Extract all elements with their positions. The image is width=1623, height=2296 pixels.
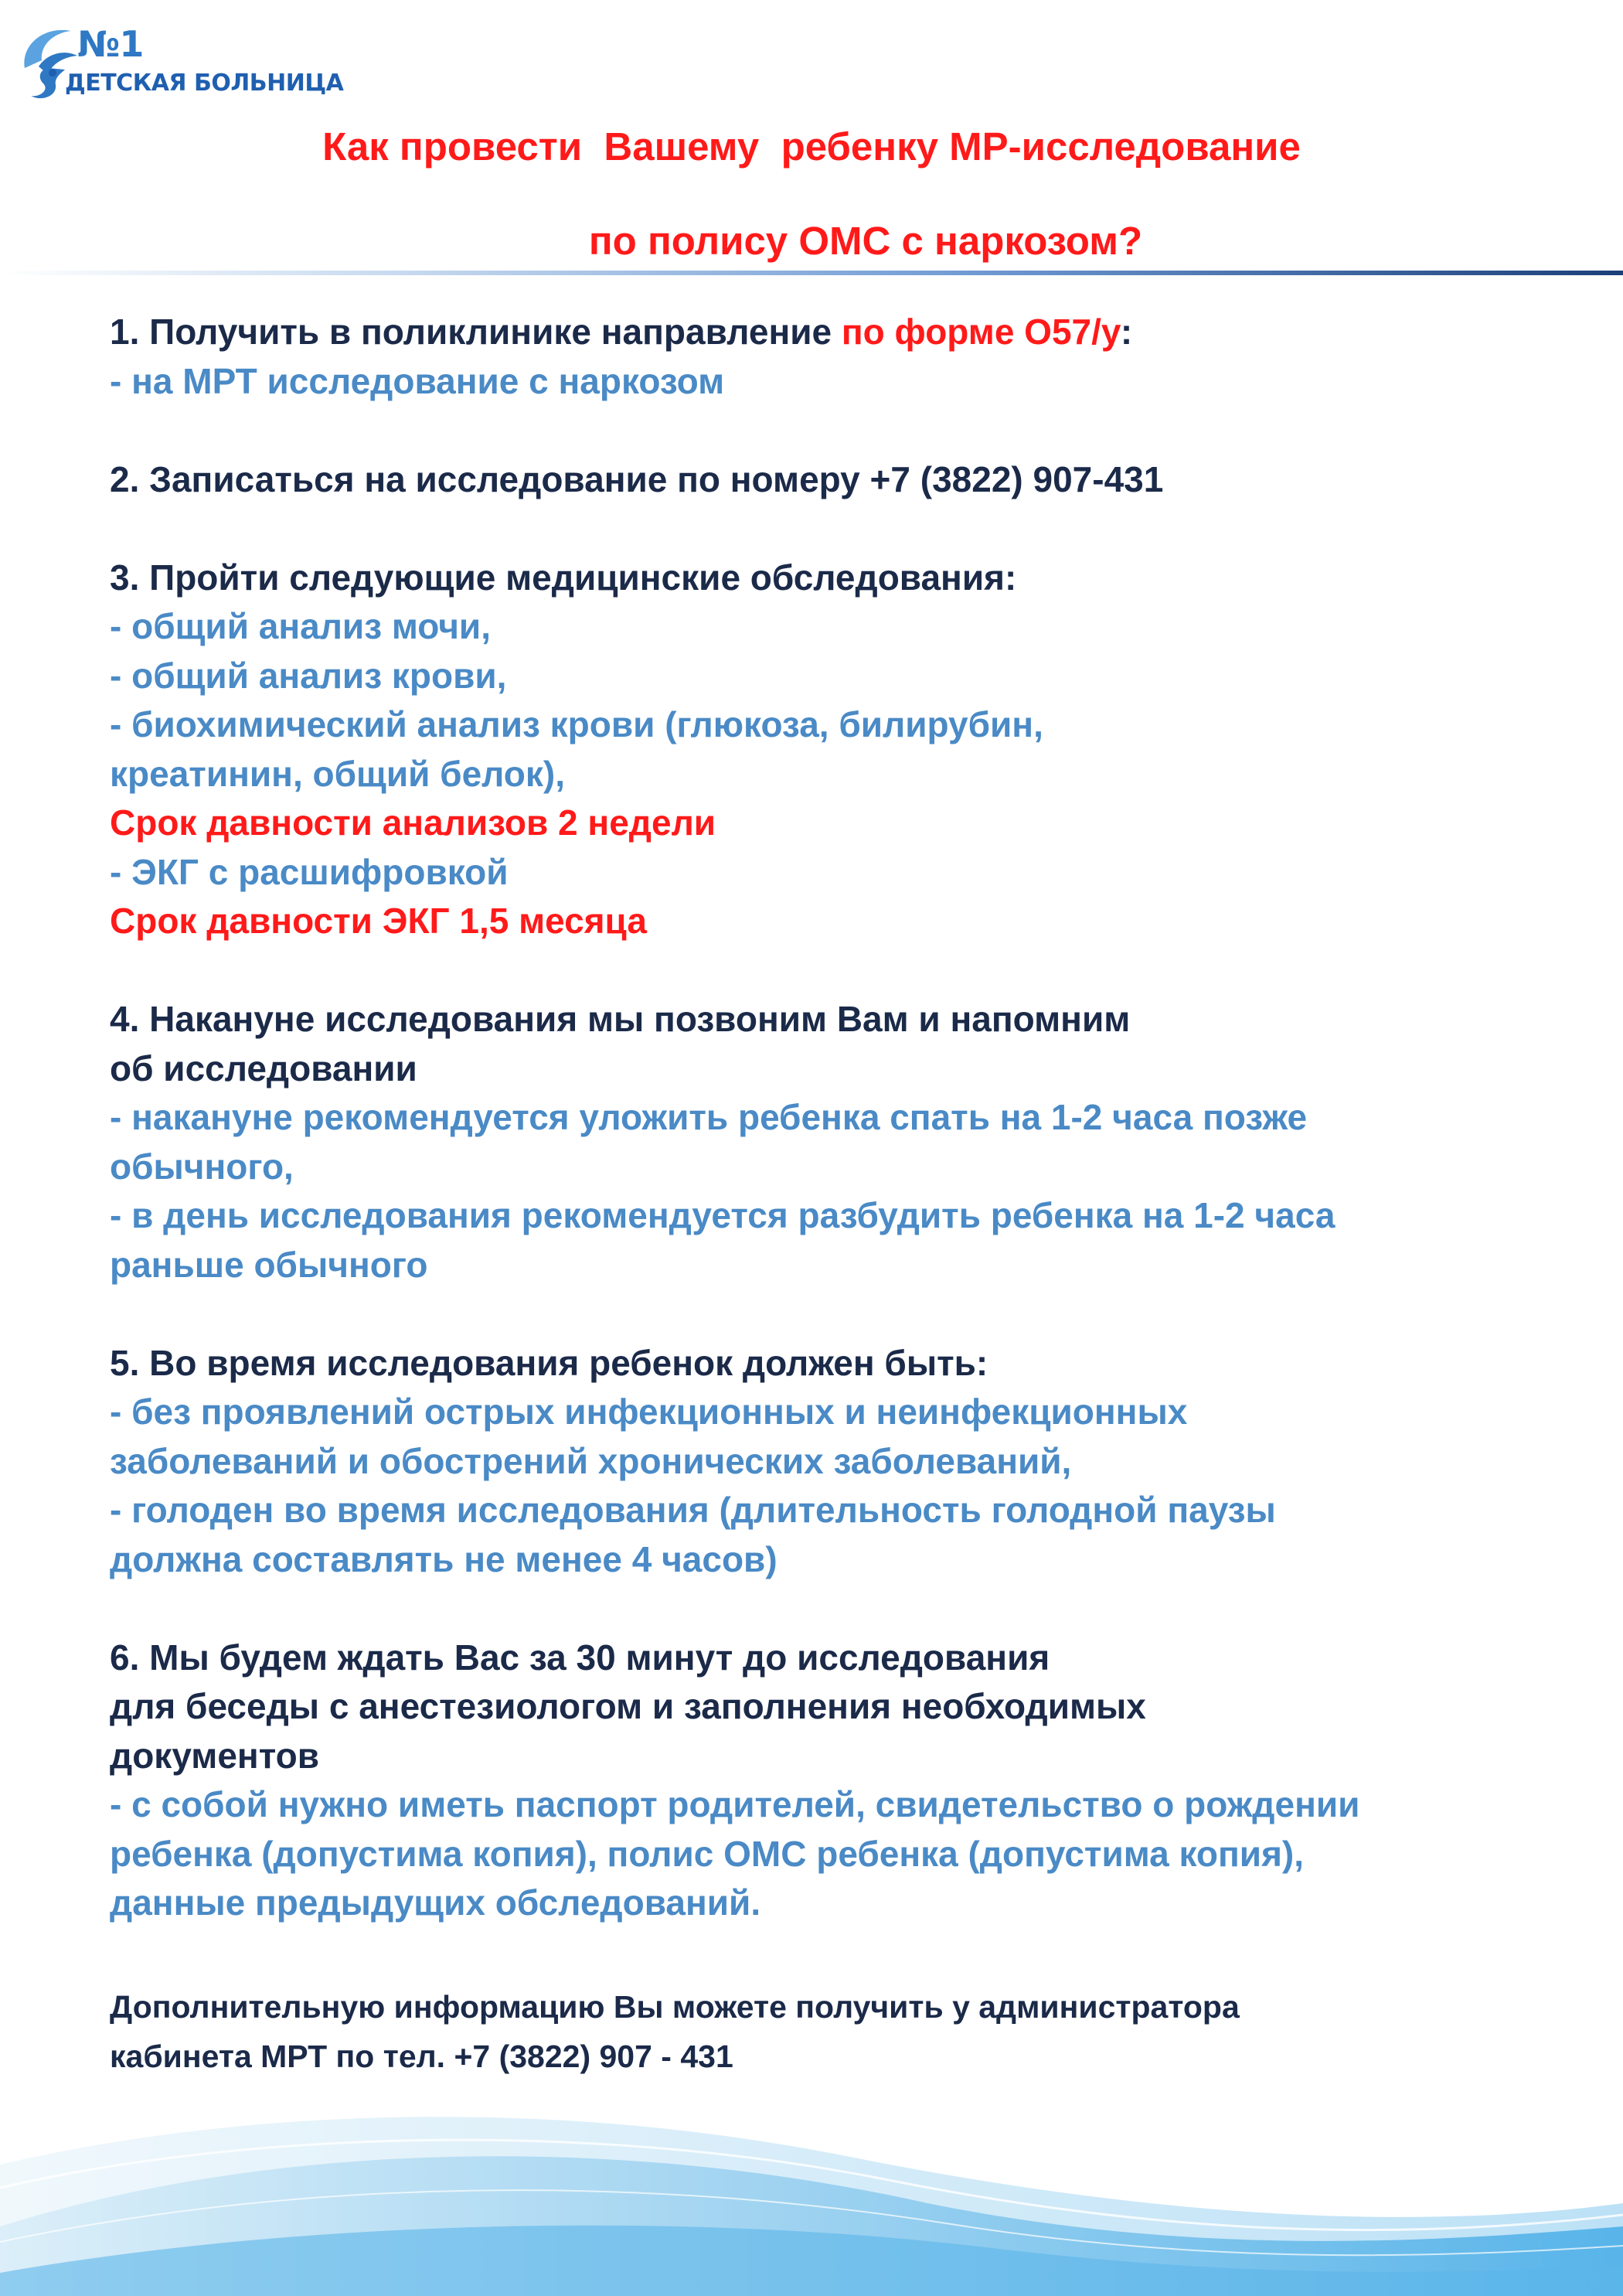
step-1-item: - на МРТ исследование с наркозом bbox=[110, 360, 725, 401]
step-3-item: - общий анализ мочи, bbox=[110, 606, 491, 646]
step-4-item: раньше обычного bbox=[110, 1244, 428, 1285]
step-4-item: - накануне рекомендуется уложить ребенка спать на 1-2 часа позже bbox=[110, 1097, 1308, 1137]
step-6-item: ребенка (допустима копия), полис ОМС ребенка (допустима копия), bbox=[110, 1833, 1305, 1874]
contact-info-line-1: Дополнительную информацию Вы можете получить у администратора bbox=[110, 1989, 1240, 2025]
step-3-item-ekg: - ЭКГ с расшифровкой bbox=[110, 851, 509, 892]
step-6-heading: документов bbox=[110, 1735, 319, 1776]
step-3-heading: 3. Пройти следующие медицинские обследования: bbox=[110, 557, 1017, 598]
step-3-item: - общий анализ крови, bbox=[110, 655, 507, 696]
step-5-item: - голоден во время исследования (длительность голодной паузы bbox=[110, 1490, 1276, 1530]
step-5-item: должна составлять не менее 4 часов) bbox=[110, 1538, 777, 1579]
step-4-item: обычного, bbox=[110, 1146, 294, 1187]
logo-name: ДЕТСКАЯ БОЛЬНИЦА bbox=[65, 70, 344, 97]
step-4-heading: 4. Накануне исследования мы позвоним Вам и напомним bbox=[110, 999, 1131, 1039]
step-6-item: - с собой нужно иметь паспорт родителей, свидетельство о рождении bbox=[110, 1784, 1360, 1824]
step-2-heading: 2. Записаться на исследование по номеру +7 (3822) 907-431 bbox=[110, 458, 1164, 499]
step-4-item: - в день исследования рекомендуется разбудить ребенка на 1-2 часа bbox=[110, 1195, 1335, 1235]
page-title-line-1: Как провести Вашему ребенку МР-исследование bbox=[322, 124, 1301, 169]
title-divider bbox=[0, 271, 1623, 275]
step-3-item: креатинин, общий белок), bbox=[110, 753, 565, 794]
step-3-warning-ekg: Срок давности ЭКГ 1,5 месяца bbox=[110, 901, 647, 941]
decorative-waves bbox=[0, 2049, 1623, 2296]
step-1-colon: : bbox=[1120, 312, 1133, 352]
step-5-item: - без проявлений острых инфекционных и неинфекционных bbox=[110, 1392, 1188, 1432]
step-6-heading: для беседы с анестезиологом и заполнения необходимых bbox=[110, 1686, 1146, 1726]
step-1-heading-text: 1. Получить в поликлинике направление bbox=[110, 312, 842, 352]
step-6-item: данные предыдущих обследований. bbox=[110, 1882, 761, 1923]
logo-number: №1 bbox=[77, 23, 144, 65]
step-1-form-reference: по форме О57/у bbox=[841, 312, 1121, 352]
contact-info-line-2: кабинета МРТ по тел. +7 (3822) 907 - 431 bbox=[110, 2039, 733, 2074]
step-3-item: - биохимический анализ крови (глюкоза, билирубин, bbox=[110, 704, 1043, 744]
step-4-heading: об исследовании bbox=[110, 1048, 417, 1088]
step-5-heading: 5. Во время исследования ребенок должен быть: bbox=[110, 1342, 988, 1383]
step-6-heading: 6. Мы будем ждать Вас за 30 минут до исследования bbox=[110, 1637, 1050, 1678]
step-5-item: заболеваний и обострений хронических заболеваний, bbox=[110, 1440, 1072, 1481]
step-1-heading bbox=[110, 308, 1601, 357]
hospital-logo bbox=[17, 22, 357, 107]
instructions-list bbox=[110, 308, 1601, 1928]
step-3-warning-tests: Срок давности анализов 2 недели bbox=[110, 802, 716, 843]
page-title-line-2: по полису ОМС с наркозом? bbox=[588, 219, 1143, 263]
